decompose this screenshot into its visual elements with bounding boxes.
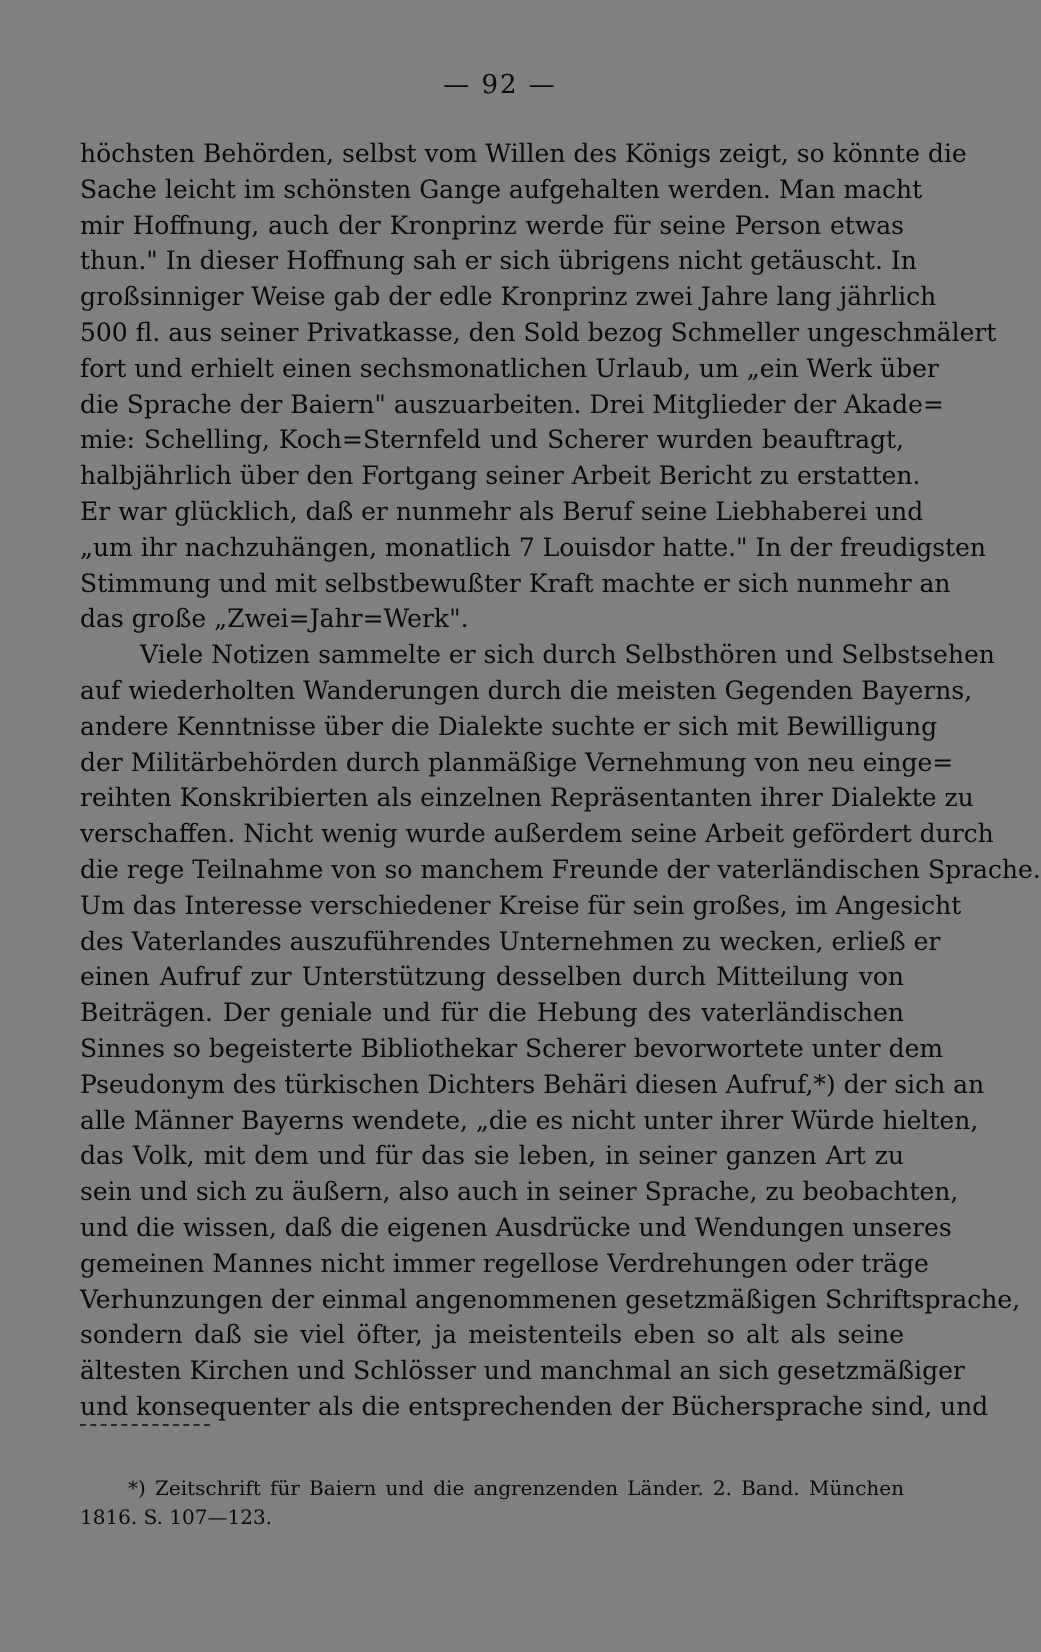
footnote [80,1474,904,1532]
paragraph-1 [80,136,997,637]
text-line: alle Männer Bayerns wendete, „die es nicht unter ihrer Würde hielten, [80,1105,979,1135]
text-line: gemeinen Mannes nicht immer regellose Verdrehungen oder träge [80,1248,929,1278]
text-line: des Vaterlandes auszuführendes Unternehmen zu wecken, erließ er [80,926,941,956]
text-line: Pseudonym des türkischen Dichters Behäri diesen Aufruf,*) der sich an [80,1069,985,1099]
text-line: fort und erhielt einen sechsmonatlichen Urlaub, um „ein Werk über [80,353,939,383]
text-line: Sache leicht im schönsten Gange aufgehalten werden. Man macht [80,174,923,204]
text-line: reihten Konskribierten als einzelnen Repräsentanten ihrer Dialekte zu [80,783,974,813]
text-line: auf wiederholten Wanderungen durch die meisten Gegenden Bayerns, [80,675,973,705]
text-line: mir Hoffnung, auch der Kronprinz werde für seine Person etwas [80,210,904,240]
text-line: die Sprache der Baiern" auszuarbeiten. Drei Mitglieder der Akade= [80,389,944,419]
text-line: höchsten Behörden, selbst vom Willen des Königs zeigt, so könnte die [80,139,967,168]
text-line: und die wissen, daß die eigenen Ausdrücke und Wendungen unseres [80,1212,952,1242]
text-line: halbjährlich über den Fortgang seiner Arbeit Bericht zu erstatten. [80,461,921,491]
text-line: 500 fl. aus seiner Privatkasse, den Sold bezog Schmeller ungeschmälert [80,317,997,347]
text-line: Stimmung und mit selbstbewußter Kraft machte er sich nunmehr an [80,568,951,598]
text-line: ältesten Kirchen und Schlösser und manchmal an sich gesetzmäßiger [80,1356,965,1386]
text-line: großsinniger Weise gab der edle Kronprinz zwei Jahre lang jährlich [80,282,937,312]
text-line: und konsequenter als die entsprechenden der Büchersprache sind, und [80,1391,989,1421]
text-line: mie: Schelling, Koch=Sternfeld und Scherer wurden beauftragt, [80,425,904,455]
text-line: Verhunzungen der einmal angenommenen gesetzmäßigen Schriftsprache, [80,1284,1021,1314]
text-line: thun." In dieser Hoffnung sah er sich übrigens nicht getäuscht. In [80,246,917,276]
text-line: Sinnes so begeisterte Bibliothekar Scherer bevorwortete unter dem [80,1033,944,1063]
text-line: „um ihr nachzuhängen, monatlich 7 Louisdor hatte." In der freudigsten [80,532,986,562]
text-line: die rege Teilnahme von so manchem Freunde der vaterländischen Sprache. [80,854,1041,884]
text-line: sondern daß sie viel öfter, ja meistenteils eben so alt als seine [80,1320,904,1350]
page-number: — 92 — [443,70,557,100]
text-line: verschaffen. Nicht wenig wurde außerdem seine Arbeit gefördert durch [80,819,994,849]
footnote-line: *) Zeitschrift für Baiern und die angrenzenden Länder. 2. Band. München [128,1476,904,1500]
text-line: das große „Zwei=Jahr=Werk". [80,604,469,634]
text-line: der Militärbehörden durch planmäßige Vernehmung von neu einge= [80,747,954,777]
text-line: sein und sich zu äußern, also auch in seiner Sprache, zu beobachten, [80,1177,959,1207]
paragraph-2 [80,637,1041,1425]
text-line: andere Kenntnisse über die Dialekte suchte er sich mit Bewilligung [80,711,938,741]
text-line: einen Aufruf zur Unterstützung desselben durch Mitteilung von [80,962,904,992]
footnote-divider [80,1424,210,1426]
text-line: Beiträgen. Der geniale und für die Hebung des vaterländischen [80,998,904,1028]
text-line: das Volk, mit dem und für das sie leben, in seiner ganzen Art zu [80,1141,904,1171]
main-text [80,136,1041,1425]
text-line: Um das Interesse verschiedener Kreise für sein großes, im Angesicht [80,890,962,920]
footnote-line: 1816. S. 107—123. [80,1505,273,1529]
text-line: Er war glücklich, daß er nunmehr als Beruf seine Liebhaberei und [80,496,924,526]
text-line: Viele Notizen sammelte er sich durch Selbsthören und Selbstsehen [140,640,995,670]
